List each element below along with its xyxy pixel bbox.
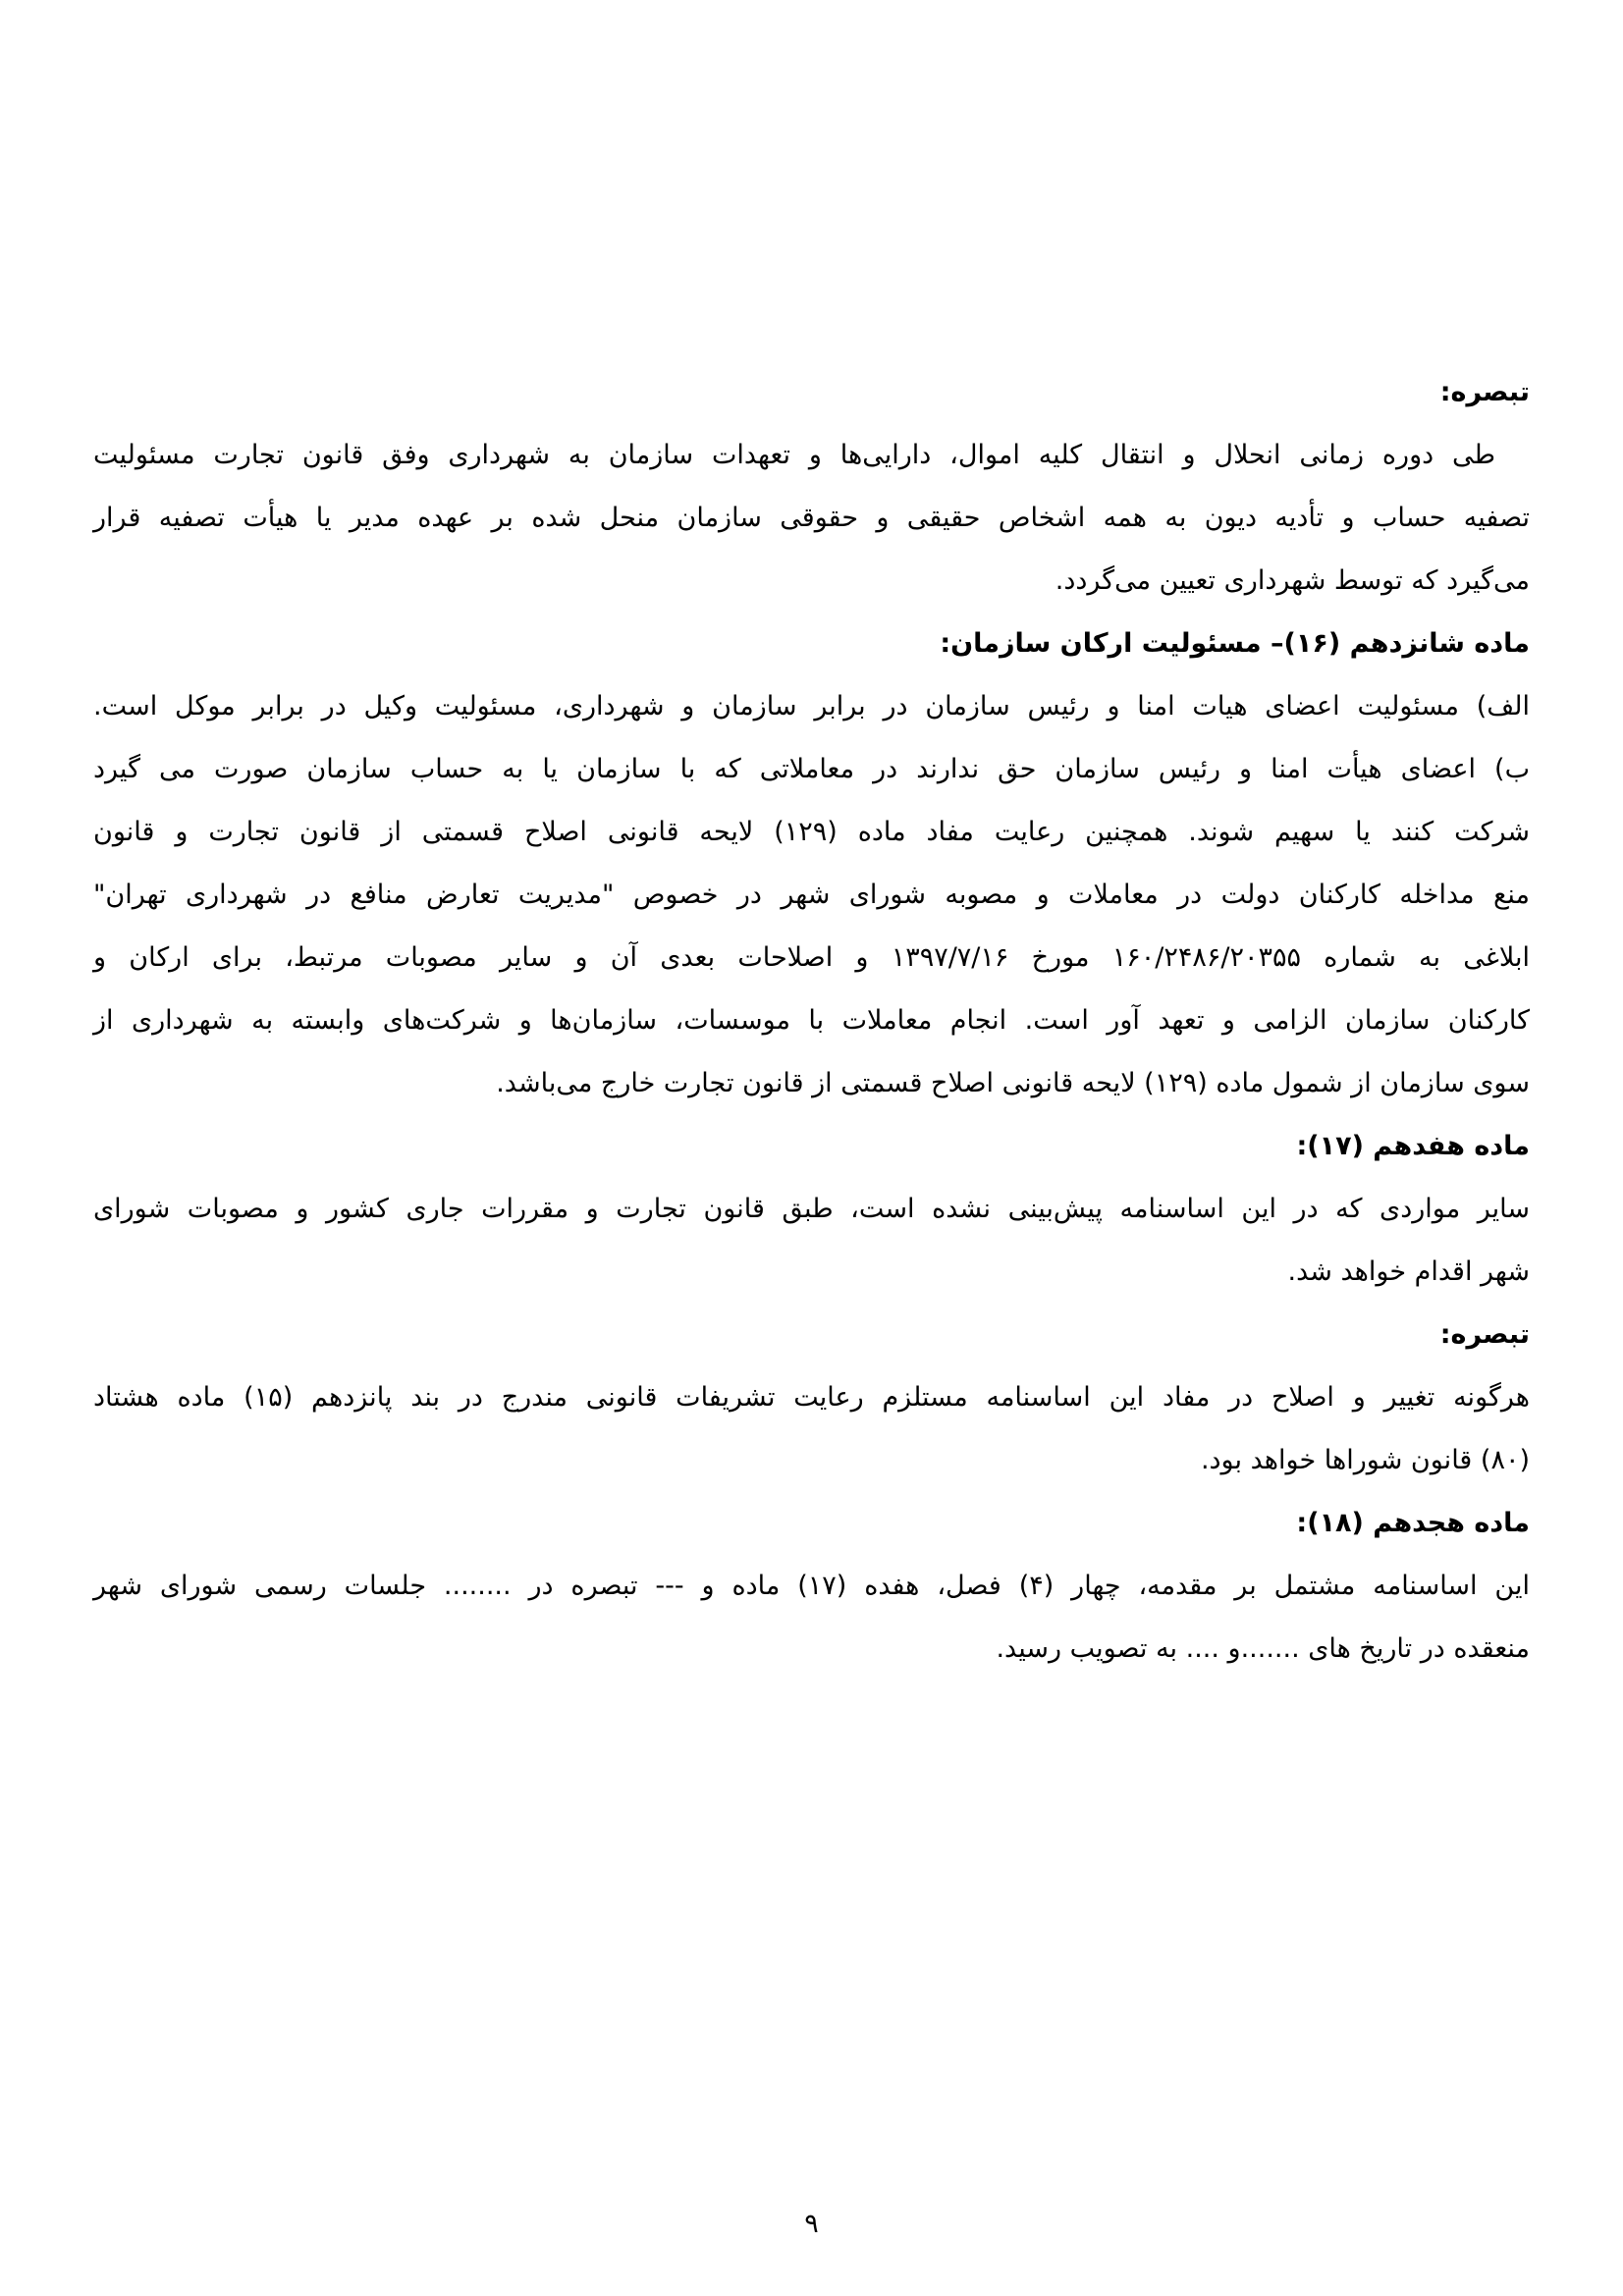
article-16-heading: ماده شانزدهم (۱۶)– مسئولیت ارکان سازمان: xyxy=(940,628,1530,659)
note-heading: تبصره: xyxy=(1439,377,1530,407)
page-content xyxy=(93,361,1530,1681)
text-line: منعقده در تاریخ های .......و .... به تصویب رسید. xyxy=(996,1633,1530,1664)
article-18-heading: ماده هجدهم (۱۸): xyxy=(1296,1508,1530,1538)
text-line: هرگونه تغییر و اصلاح در مفاد این اساسنامه مستلزم رعایت تشریفات قانونی مندرج در بند پانزدهم (۱۵) ماده هشتاد xyxy=(93,1382,1531,1413)
text-line: سایر مواردی که در این اساسنامه پیش‌بینی نشده است، طبق قانون تجارت و مقررات جاری کشور و مصوبات شورای xyxy=(93,1194,1530,1224)
text-line: می‌گیرد که توسط شهرداری تعیین می‌گردد. xyxy=(1055,565,1530,596)
text-line: (۸۰) قانون شوراها خواهد بود. xyxy=(1200,1445,1530,1475)
text-line: منع مداخله کارکنان دولت در معاملات و مصوبه شورای شهر در خصوص "مدیریت تعارض منافع در شهرداری تهران" xyxy=(93,880,1530,910)
text-line: الف) مسئولیت اعضای هیات امنا و رئیس سازمان در برابر سازمان و شهرداری، مسئولیت وکیل در برابر موکل است. xyxy=(93,691,1530,721)
text-line: کارکنان سازمان الزامی و تعهد آور است. انجام معاملات با موسسات، سازمان‌ها و شرکت‌های وابسته به شهرداری از xyxy=(93,1005,1530,1036)
text-line: شرکت کنند یا سهیم شوند. همچنین رعایت مفاد ماده (۱۲۹) لایحه قانونی اصلاح قسمتی از قانون تجارت و قانون xyxy=(93,817,1530,847)
text-line: طی دوره زمانی انحلال و انتقال کلیه اموال، دارایی‌ها و تعهدات سازمان به شهرداری وفق قانون تجارت مسئولیت xyxy=(93,440,1495,470)
text-line: ابلاغی به شماره ۱۶۰/۲۴۸۶/۲۰۳۵۵ مورخ ۱۳۹۷/۷/۱۶ و اصلاحات بعدی آن و سایر مصوبات مرتبط، برای ارکان و xyxy=(93,942,1530,973)
text-line: شهر اقدام خواهد شد. xyxy=(1287,1256,1530,1287)
text-line: تصفیه حساب و تأدیه دیون به همه اشخاص حقیقی و حقوقی سازمان منحل شده بر عهده مدیر یا هیأت تصفیه قرار xyxy=(93,503,1530,533)
page-number: ۹ xyxy=(804,2209,819,2239)
note-heading: تبصره: xyxy=(1439,1319,1530,1350)
text-line: ب) اعضای هیأت امنا و رئیس سازمان حق ندارند در معاملاتی که با سازمان یا به حساب سازمان صورت می گیرد xyxy=(93,754,1530,784)
article-17-heading: ماده هفدهم (۱۷): xyxy=(1296,1131,1530,1161)
text-line: این اساسنامه مشتمل بر مقدمه، چهار (۴) فصل، هفده (۱۷) ماده و --- تبصره در ........ جلسات رسمی شورای شهر xyxy=(93,1571,1531,1601)
text-line: سوی سازمان از شمول ماده (۱۲۹) لایحه قانونی اصلاح قسمتی از قانون تجارت خارج می‌باشد. xyxy=(496,1068,1530,1098)
